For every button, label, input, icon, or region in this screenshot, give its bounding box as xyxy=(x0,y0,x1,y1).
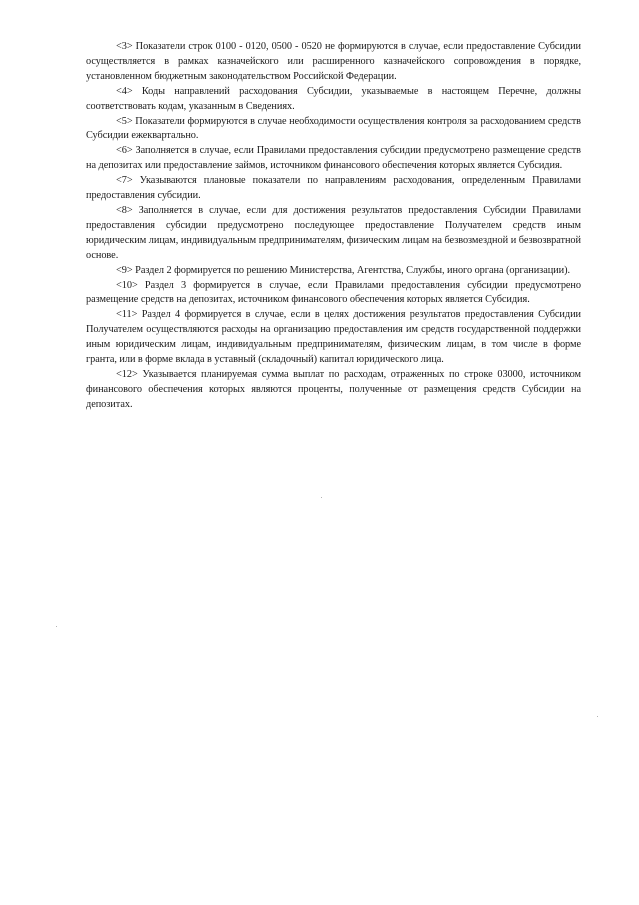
footnote-8: <8> Заполняется в случае, если для достижения результатов предоставления Субсидии Правилами предоставления субсидии предусмотрено последующее предоставление Получателем средств иным юридическим лицам, индивидуальным предпринимателям, физическим лицам на безвозмездной и безвозвратной основе. xyxy=(86,204,581,261)
scan-speck xyxy=(597,716,598,717)
footnote-3: <3> Показатели строк 0100 - 0120, 0500 - 0520 не формируются в случае, если предоставление Субсидии осуществляется в рамках казначейского или расширенного казначейского сопровождения в порядке, установленном бюджетным законодательством Российской Федерации. xyxy=(86,41,581,82)
footnote-5: <5> Показатели формируются в случае необходимости осуществления контроля за расходованием средств Субсидии ежеквартально. xyxy=(86,115,581,142)
footnote-12: <12> Указывается планируемая сумма выплат по расходам, отраженных по строке 03000, источником финансового обеспечения которых являются проценты, полученные от размещения средств Субсидии на депозитах. xyxy=(86,368,581,410)
footnote-7: <7> Указываются плановые показатели по направлениям расходования, определенным Правилами предоставления субсидии. xyxy=(86,175,581,202)
scan-speck xyxy=(321,497,322,498)
footnote-10: <10> Раздел 3 формируется в случае, если Правилами предоставления субсидии предусмотрено размещение средств на депозитах, источником финансового обеспечения которых является Субсидия. xyxy=(86,279,581,306)
footnote-4: <4> Коды направлений расходования Субсидии, указываемые в настоящем Перечне, должны соответствовать кодам, указанным в Сведениях. xyxy=(86,85,581,112)
scan-speck xyxy=(56,626,57,627)
footnote-6: <6> Заполняется в случае, если Правилами предоставления субсидии предусмотрено размещение средств на депозитах или предоставление займов, источником финансового обеспечения которых является Субсидия. xyxy=(86,145,581,172)
footnote-9: <9> Раздел 2 формируется по решению Министерства, Агентства, Службы, иного органа (организации). xyxy=(116,264,570,276)
footnote-11: <11> Раздел 4 формируется в случае, если в целях достижения результатов предоставления Субсидии Получателем осуществляются расходы на организацию предоставления им средств государственной поддержки иным юридическим лицам, индивидуальным предпринимателям, физическим лицам, в том числе в форме гранта, или в форме вклада в уставный (складочный) капитал юридического лица. xyxy=(86,309,581,366)
footnotes-section xyxy=(86,40,581,413)
